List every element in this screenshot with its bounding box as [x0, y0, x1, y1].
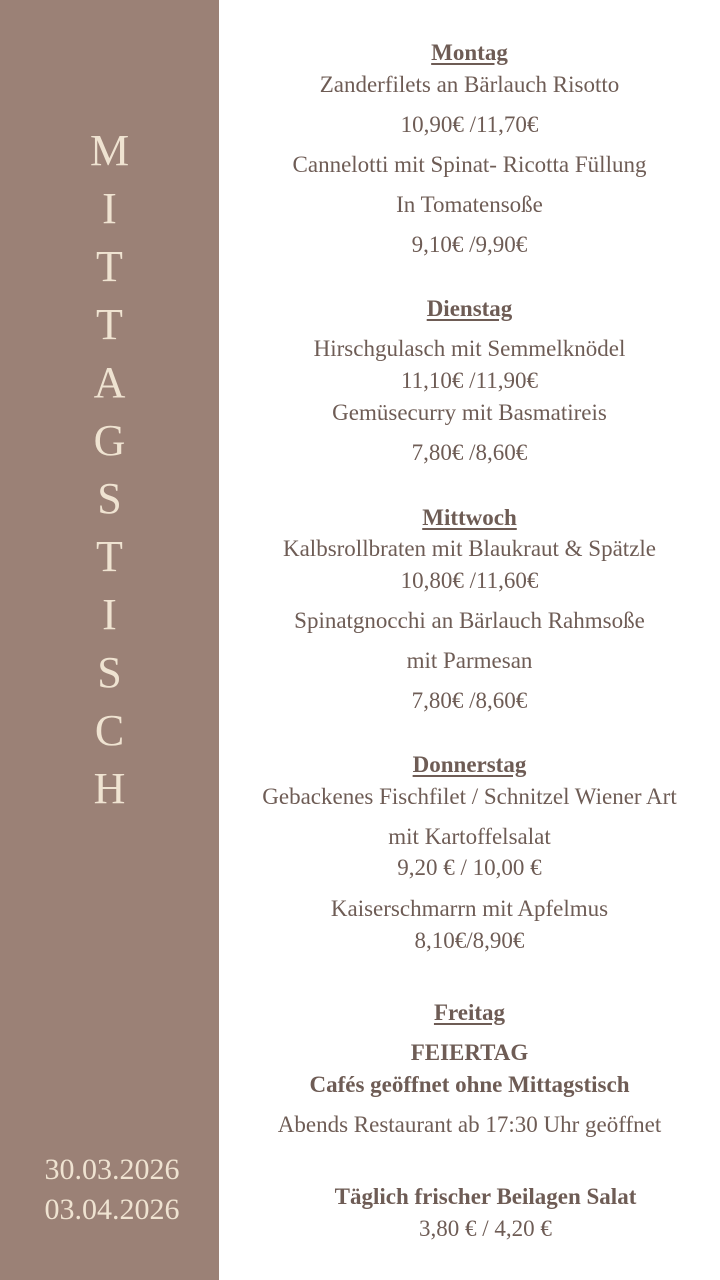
day-heading-dienstag: Dienstag	[426, 296, 513, 321]
dish-mittwoch-2-line2: mit Parmesan	[406, 648, 533, 673]
date-from: 30.03.2026	[44, 1153, 180, 1186]
dish-montag-2-line2: In Tomatensoße	[396, 192, 543, 217]
price-montag-2: 9,10€ /9,90€	[411, 232, 528, 257]
dish-mittwoch-1: Kalbsrollbraten mit Blaukraut & Spätzle	[282, 536, 657, 561]
price-donnerstag-2: 8,10€/8,90€	[414, 928, 525, 953]
menu-panel	[219, 0, 720, 1280]
dish-donnerstag-2: Kaiserschmarrn mit Apfelmus	[330, 896, 609, 921]
dish-montag-2-line1: Cannelotti mit Spinat- Ricotta Füllung	[292, 152, 647, 177]
dish-donnerstag-1-line1: Gebackenes Fischfilet / Schnitzel Wiener Art	[262, 784, 677, 809]
title-letter: S	[97, 474, 122, 523]
title-letter: T	[96, 532, 123, 581]
title-letter: A	[93, 358, 126, 407]
price-donnerstag-1: 9,20 € / 10,00 €	[397, 855, 542, 880]
price-mittwoch-1: 10,80€ /11,60€	[400, 568, 539, 593]
title-letter: M	[89, 126, 130, 175]
day-heading-montag: Montag	[431, 40, 508, 65]
dish-mittwoch-2-line1: Spinatgnocchi an Bärlauch Rahmsoße	[294, 608, 645, 633]
dish-donnerstag-1-line2: mit Kartoffelsalat	[388, 824, 551, 849]
day-heading-donnerstag: Donnerstag	[412, 752, 527, 777]
title-letter: I	[102, 590, 117, 639]
title-letter: H	[93, 764, 126, 813]
daily-salad-price: 3,80 € / 4,20 €	[419, 1216, 552, 1241]
daily-salad-label: Täglich frischer Beilagen Salat	[334, 1184, 637, 1209]
day-heading-mittwoch: Mittwoch	[422, 505, 517, 530]
title-letter: T	[96, 242, 123, 291]
title-letter: I	[102, 184, 117, 233]
price-mittwoch-2: 7,80€ /8,60€	[411, 688, 528, 713]
dish-montag-1: Zanderfilets an Bärlauch Risotto	[319, 72, 620, 97]
sidebar	[0, 0, 219, 1280]
title-letter: C	[94, 706, 125, 755]
dish-dienstag-1: Hirschgulasch mit Semmelknödel	[313, 336, 626, 361]
vertical-title-mittagstisch	[0, 122, 219, 818]
title-letter: G	[93, 416, 126, 465]
cafe-open-notice: Cafés geöffnet ohne Mittagstisch	[309, 1072, 630, 1097]
price-dienstag-1: 11,10€ /11,90€	[401, 368, 538, 393]
title-letter: S	[97, 648, 122, 697]
restaurant-hours-notice: Abends Restaurant ab 17:30 Uhr geöffnet	[277, 1112, 662, 1137]
date-range	[0, 1150, 224, 1230]
price-dienstag-2: 7,80€ /8,60€	[411, 440, 528, 465]
price-montag-1: 10,90€ /11,70€	[400, 112, 539, 137]
title-letter: T	[96, 300, 123, 349]
holiday-notice: FEIERTAG	[410, 1040, 529, 1065]
dish-dienstag-2: Gemüsecurry mit Basmatireis	[332, 400, 607, 425]
day-heading-freitag: Freitag	[433, 1000, 506, 1025]
date-to: 03.04.2026	[44, 1193, 180, 1226]
